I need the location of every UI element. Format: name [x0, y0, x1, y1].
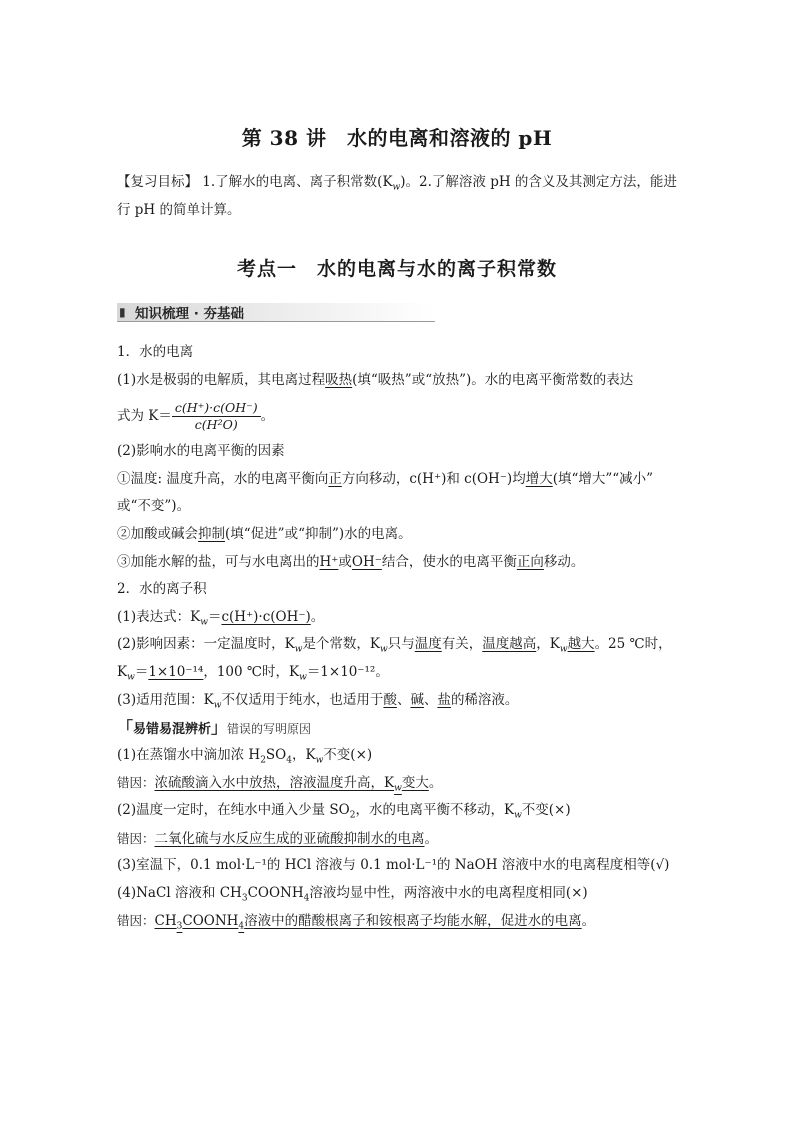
error-head-label: 易错易混辨析 [133, 722, 212, 738]
corner-bracket-left-icon: 「 [117, 718, 134, 738]
answer-blank: c(H⁺)·c(OH⁻) [221, 608, 311, 625]
p2-line-2: (2)影响因素：一定温度时，$K_w$是个常数，$K_w$只与温度有关，温度越高，$K_w$越大。25 ℃时， [117, 636, 672, 656]
p1-line-7: ③加能水解的盐，可与水电离出的H⁺或OH⁻结合，使水的电离平衡正向移动。 [117, 553, 585, 570]
p1-line-6: ②加酸或碱会抑制(填“促进”或“抑制”)水的电离。 [117, 525, 412, 542]
knowledge-banner [117, 300, 435, 322]
p2-line-4: (3)适用范围：$K_w$不仅适用于纯水，也适用于酸、碱、盐的稀溶液。 [117, 691, 519, 711]
answer-blank: H⁺ [319, 553, 339, 570]
p1-line-2: 式为 K＝ $\frac{c(H^+)\cdot c(OH^-)}{\text{c(H²O)}}$ 。 [117, 400, 275, 433]
banner-marker-icon: ▮ [119, 305, 126, 319]
kw-sub: w [392, 182, 401, 193]
review-text-1: 1.了解水的电离、离子积常数(K [198, 174, 393, 190]
equilibrium-fraction [172, 400, 261, 433]
answer-blank: 温度 [414, 636, 442, 653]
answer-blank: 碱 [410, 691, 424, 708]
corner-bracket-right-icon: 」 [211, 718, 228, 738]
p2-line-3: $K_w=1\times 10^{-14}$，100 ℃时，$K_w=1\times 10^{-12}$。 [117, 663, 389, 683]
p1-line-3: (2)影响水的电离平衡的因素 [117, 443, 285, 460]
answer-blank: 1×10⁻¹⁴ [148, 663, 204, 680]
p1-heading: 1．水的电离 [117, 344, 194, 360]
answer-blank: 盐 [437, 691, 451, 708]
p1-line-1: (1)水是极弱的电解质，其电离过程吸热(填“吸热”或“放热”)。水的电离平衡常数的表达 [117, 371, 634, 388]
review-text-2: 行 pH 的简单计算。 [117, 202, 241, 218]
error-head-note: 错误的写明原因 [227, 722, 312, 737]
error-reason-4: 错因：$CH_3COONH_4$溶液中的醋酸根离子和铵根离子均能水解，促进水的电离。 [117, 913, 596, 932]
p2-heading: 2．水的离子积 [117, 581, 207, 598]
fraction-denominator: c(H²O) [194, 417, 238, 433]
review-text-1b: )。2.了解溶液 pH 的含义及其测定方法，能进 [400, 174, 677, 190]
answer-blank: 温度越高 [482, 636, 537, 653]
answer-blank: 吸热 [325, 371, 353, 388]
error-analysis-heading [117, 714, 680, 742]
review-goals [117, 168, 680, 224]
answer-blank: 正向 [516, 553, 544, 570]
error-item-4: (4)NaCl 溶液和 $CH_3COONH_4$溶液均显中性，两溶液中水的电离程度相同(×) [117, 884, 588, 904]
section-title: 考点一 水的电离与水的离子积常数 [236, 258, 557, 280]
answer-blank: 正 [328, 470, 342, 487]
answer-blank: 抑制 [198, 525, 225, 542]
error-item-3: (3)室温下，0.1 mol·L⁻¹的 HCl 溶液与 0.1 mol·L⁻¹的 NaOH 溶液中水的电离程度相等(√) [117, 857, 670, 874]
error-reason-1: 错因：浓硫酸滴入水中放热，溶液温度升高，$K_w$变大。 [117, 775, 443, 794]
review-tag: 【复习目标】 [117, 174, 198, 190]
error-item-1: (1)在蒸馏水中滴加浓 $H_2SO_4$，$K_w$不变(×) [117, 746, 373, 766]
error-item-2: (2)温度一定时，在纯水中通入少量 $SO_2$，水的电离平衡不移动，$K_w$不变(×) [117, 801, 571, 821]
answer-blank: 越大 [567, 636, 595, 653]
answer-blank: 酸 [383, 691, 397, 708]
answer-blank: 增大 [525, 470, 553, 487]
p2-line-1: (1)表达式：$K_w=c(H^+)\cdot c(OH^-)$。 [117, 608, 325, 628]
p1-line-5: 或“不变”)。 [117, 498, 191, 515]
error-reason-2: 错因：二氧化硫与水反应生成的亚硫酸抑制水的电离。 [117, 830, 439, 847]
answer-blank: OH⁻ [351, 553, 382, 570]
fraction-numerator: c(H⁺)·c(OH⁻) [172, 400, 261, 417]
p1-line-4: ①温度: 温度升高，水的电离平衡向正方向移动，c(H⁺)和 c(OH⁻)均增大(填“增大”“减小” [117, 470, 654, 487]
banner-label: 知识梳理 · 夯基础 [135, 306, 245, 322]
lecture-title: 第 38 讲 水的电离和溶液的 pH [241, 126, 553, 150]
content-lines [117, 339, 680, 935]
